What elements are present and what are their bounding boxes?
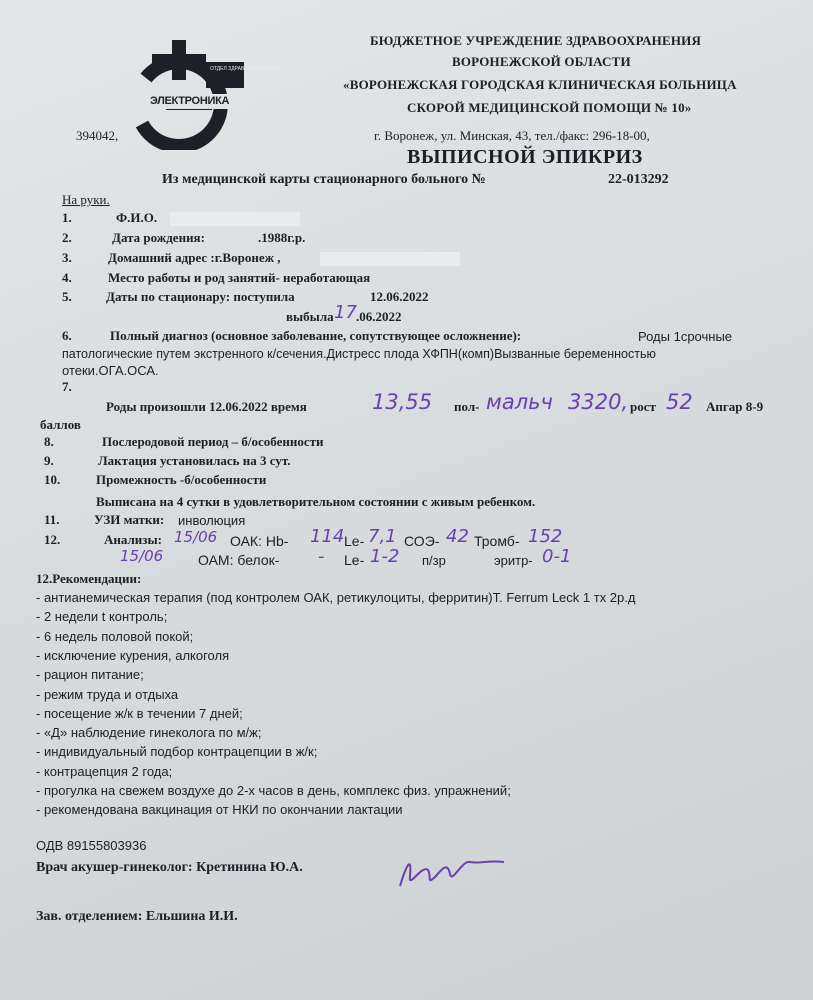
hb-handwritten: 114 [310,526,345,547]
item-number: 6. [62,328,72,343]
doctor-signature [392,846,512,896]
odv-phone: ОДВ 89155803936 [36,838,147,853]
doctor-line: Врач акушер-гинеколог: Кретинина Ю.А. [36,860,303,875]
item-number: 5. [62,289,72,304]
logo-text: ЭЛЕКТРОНИКА [150,95,230,107]
item-number: 12. [44,532,61,547]
recommendation-item: - рацион питание; [36,667,144,683]
diagnosis-text: отеки.ОГА.ОСА. [62,363,159,378]
item-number: 1. [62,210,72,225]
discharged-day-handwritten: 17 [334,302,357,323]
header-line3: «ВОРОНЕЖСКАЯ ГОРОДСКАЯ КЛИНИЧЕСКАЯ БОЛЬНИЦА [343,77,737,92]
height-handwritten: 52 [666,390,693,414]
head-of-department-line: Зав. отделением: Ельшина И.И. [36,909,238,924]
recommendation-item: - исключение курения, алкоголя [36,647,230,663]
recommendation-item: - контрацепция 2 года; [36,763,173,779]
discharge-status: Выписана на 4 сутки в удовлетворительном состоянии с живым ребенком. [96,494,536,509]
subtitle: Из медицинской карты стационарного больного № [162,172,486,187]
le-label: Le- [344,533,365,549]
soe-label: СОЭ- [404,533,440,549]
item-number: 4. [62,270,72,285]
admitted-date: 12.06.2022 [370,289,429,304]
recommendation-item: - антианемическая терапия (под контролем ОАК, ретикулоциты, ферритин)Т. Ferrum Leck 1 тх 2р.д [36,590,636,605]
sex-handwritten: мальч [486,390,553,414]
fio-label: Ф.И.О. [116,210,158,225]
weight-handwritten: 3320, [568,390,629,414]
height-label: рост [630,399,656,414]
recommendation-item: - 6 недель половой покой; [36,628,194,644]
item-number: 9. [44,453,54,468]
soe-handwritten: 42 [446,526,469,547]
card-number: 22-013292 [608,172,669,187]
discharged-date: .06.2022 [356,309,402,324]
header-line1: БЮДЖЕТНОЕ УЧРЕЖДЕНИЕ ЗДРАВООХРАНЕНИЯ [370,33,702,48]
eritr-handwritten: 0-1 [542,546,572,567]
oam-date-handwritten: 15/06 [120,547,164,565]
sex-label: пол- [454,399,480,414]
oak-label: ОАК: Hb- [230,533,289,549]
recommendation-item: - прогулка на свежем воздухе до 2-х часов в день, комплекс физ. упражнений; [36,783,511,798]
diagnosis-label: Полный диагноз (основное заболевание, сопутствующее осложнение): [110,328,522,343]
birth-label: Роды произошли 12.06.2022 время [106,399,307,414]
diagnosis-text: Роды 1срочные [638,329,733,344]
analyses-label: Анализы: [104,532,162,547]
tromb-label: Тромб- [474,533,520,549]
item-number: 7. [62,379,72,394]
recommendation-item: - «Д» наблюдение гинеколога по м/ж; [36,725,262,741]
hospital-logo [128,40,280,150]
item-number: 10. [44,472,61,487]
recommendations-heading: 12.Рекомендации: [36,571,142,586]
uzi-label: УЗИ матки: [94,512,165,527]
birth-time-handwritten: 13,55 [372,390,433,414]
dob-value: .1988г.р. [258,230,306,245]
recommendation-item: - 2 недели t контроль; [36,609,168,625]
postcode: 394042, [76,128,119,143]
header-line2: ВОРОНЕЖСКОЙ ОБЛАСТИ [452,54,631,69]
hospital-address: г. Воронеж, ул. Минская, 43, тел./факс: 296-18-00, [374,128,650,143]
oam-le-label: Le- [344,552,365,568]
stay-label: Даты по стационару: поступила [106,289,295,304]
header-line4: СКОРОЙ МЕДИЦИНСКОЙ ПОМОЩИ № 10» [407,100,692,115]
recommendation-item: - посещение ж/к в течении 7 дней; [36,705,243,721]
eritr-label: эритр- [494,553,533,568]
le-handwritten: 7,1 [368,526,397,547]
na-ruki: На руки. [62,192,110,207]
item-number: 11. [44,512,60,527]
item-number: 2. [62,230,72,245]
perineum: Промежность -б/особенности [96,472,267,487]
recommendation-item: - режим труда и отдыха [36,686,179,702]
page-title: ВЫПИСНОЙ ЭПИКРИЗ [407,146,643,168]
recommendation-item: - индивидуальный подбор контрацепции в ж/к; [36,744,318,760]
pzr-label: п/зр [422,553,446,568]
redacted-name [170,212,300,226]
oam-le-handwritten: 1-2 [370,546,400,567]
discharged-label: выбыла [286,309,334,324]
redacted-address [320,252,460,266]
work-info: Место работы и род занятий- неработающая [108,270,371,285]
tromb-handwritten: 152 [528,526,563,547]
oam-label: ОАМ: белок- [198,552,280,568]
postpartum-period: Послеродовой период – б/особенности [102,434,324,449]
logo-small-text: ОТДЕЛ ЗДРАВООХРАНЕНИЯ [210,66,280,72]
lactation: Лактация установилась на 3 сут. [98,453,291,468]
item-number: 8. [44,434,54,449]
recommendation-item: - рекомендована вакцинация от НКИ по окончании лактации [36,802,403,818]
address-label: Домашний адрес :г.Воронеж , [108,250,281,265]
dob-label: Дата рождения: [112,230,205,245]
uzi-value: инволюция [178,513,246,528]
item-number: 3. [62,250,72,265]
apgar-score: Апгар 8-9 [706,399,764,414]
protein-handwritten: - [318,546,325,567]
oak-date-handwritten: 15/06 [174,528,218,546]
diagnosis-text: патологические путем экстренного к/сечения.Дистресс плода ХФПН(комп)Вызванные беременностью [62,347,656,361]
apgar-units: баллов [40,417,81,432]
